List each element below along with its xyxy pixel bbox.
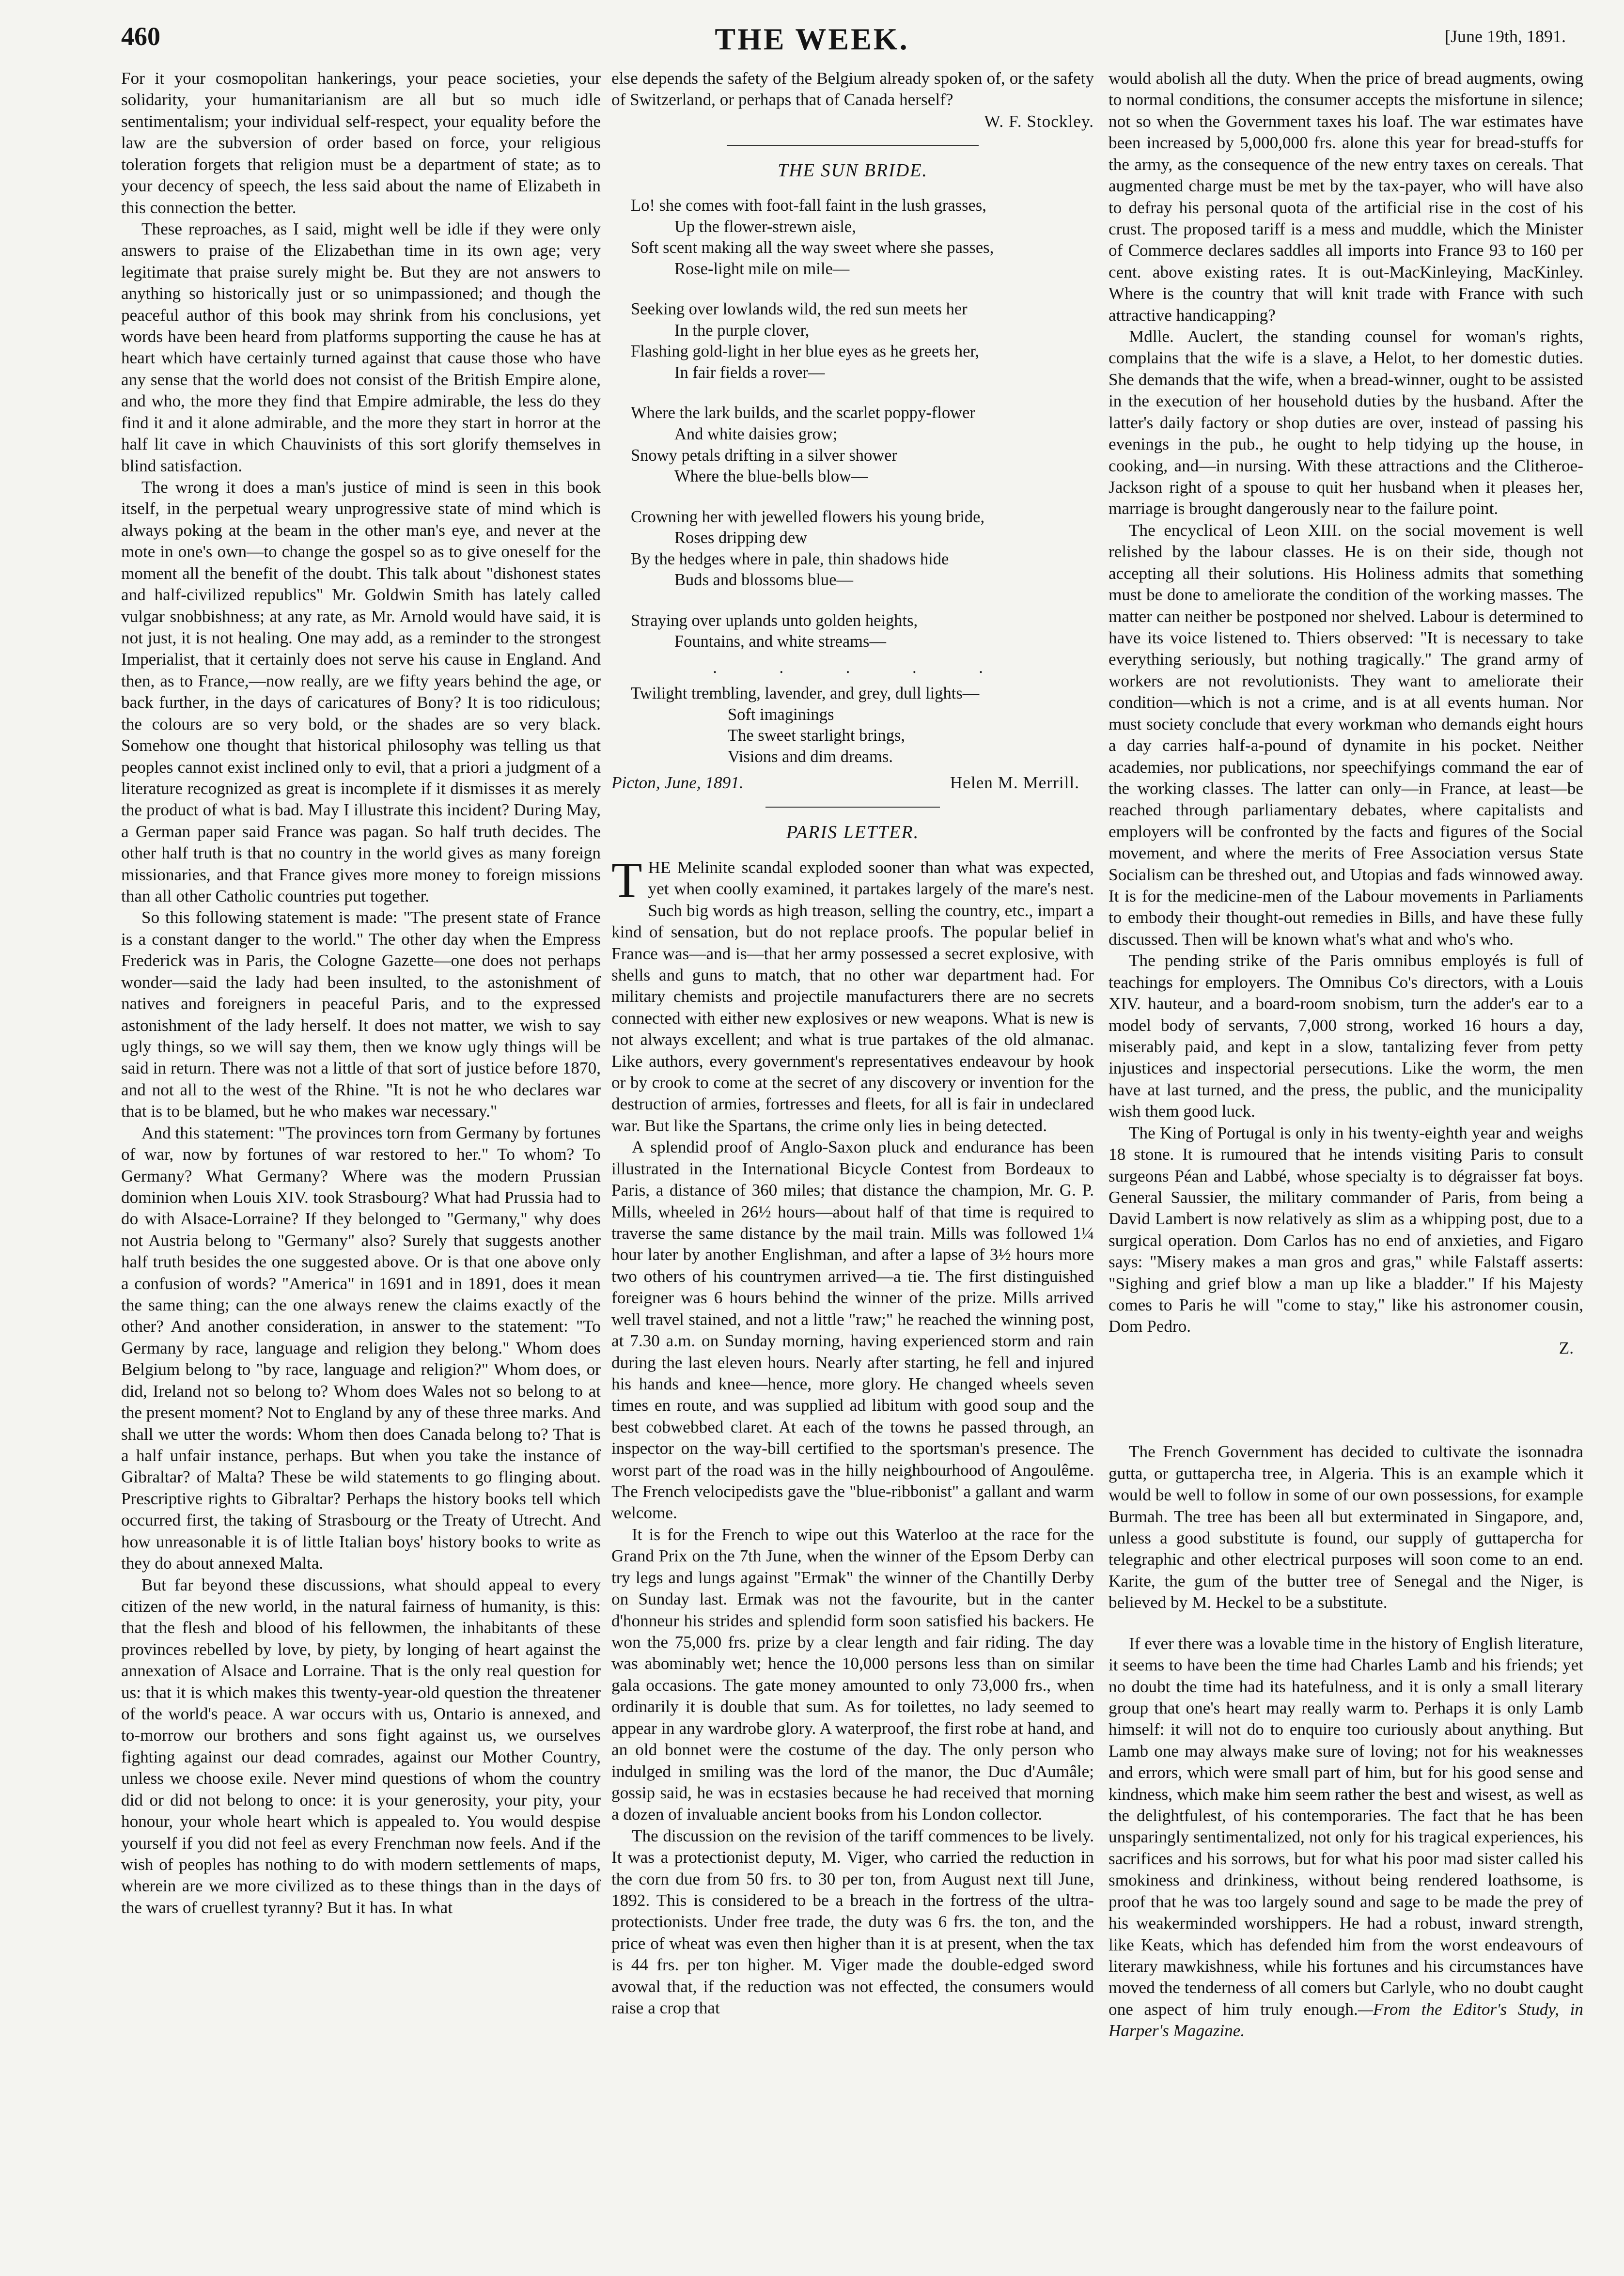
poem-author: Helen M. Merrill. [950,773,1079,793]
poem-stanza [631,507,1094,591]
column-gap [1109,1614,1583,1633]
poem-line: Buds and blossoms blue— [674,571,853,590]
paragraph: The pending strike of the Paris omnibus employés is full of teachings for employers. The Omnibus Co's directors, with a Louis XIV. hauteur, and a board-room snobism, turn the adder's ear to a model body of servants, 7,000 strong, worked 16 hours a day, miserably paid, and kept in a slow, tantalizing fever from petty injustices and inspectorial persecutions. Like the worm, the men have at last turned, and the press, the public, and the municipality wish them good luck. [1109,951,1583,1121]
poem-line: Snowy petals drifting in a silver shower [631,446,897,465]
poem-line: Seeking over lowlands wild, the red sun meets her [631,300,968,319]
paragraph: A splendid proof of Anglo-Saxon pluck and endurance has been illustrated in the International Bicycle Contest from Bordeaux to Paris, a distance of 360 miles; that distance the champion, Mr. G. P. Mills, wheeled in 26½ hours—about half of that time is required to traverse the same distance by the mail train. Mills was followed 1¼ hour later by another Englishman, and after a lapse of 3½ hours more two others of his countrymen arrived—a tie. The first distinguished foreigner was 6 hours behind the winner of the prize. Mills arrived well travel stained, and not a little "raw;" he reached the winning post, at 7.30 a.m. on Sunday morning, having experienced storm and rain during the last eleven hours. Nearly after starting, he fell and injured his hands and knee—hence, more glory. He changed wheels seven times en route, and was supplied ad libitum with good soup and the best cobwebbed claret. At each of the towns he passed through, an inspector on the way-bill certified to the sportsman's presence. The worst part of the road was in the hilly neighbourhood of Angoulême. The French velocipedists gave the "blue-ribbonist" a gallant and warm welcome. [611,1138,1094,1523]
paragraph: The French Government has decided to cultivate the isonnadra gutta, or guttapercha tree, in Algeria. This is an example which it would be well to follow in some of our own possessions, for example Burmah. The tree has been all but exterminated in Singapore, and, unless a good substitute is found, our supply of guttapercha for telegraphic and other electrical purposes will soon come to an end. Karite, the gum of the butter tree of Senegal and the Niger, is believed by M. Heckel to be a substitute. [1109,1442,1583,1612]
article-title: PARIS LETTER. [786,822,920,842]
poem-stanza [631,299,1094,383]
paragraph: The King of Portugal is only in his twenty-eighth year and weighs 18 stone. It is rumoured that he intends visiting Paris to consult surgeons Péan and Labbé, whose specialty is to dégraisser fat boys. General Saussier, the military commander of Paris, from being a David Lambert is now relatively as slim as a whipping post, due to a surgical operation. Dom Carlos has no end of anxieties, and Figaro says: "Misery makes a man gros and gras," while Falstaff asserts: "Sighing and grief blow a man up like a bladder." If his Majesty comes to Paris he will "come to stay," like his astronomer cousin, Dom Pedro. [1109,1123,1583,1336]
paragraph-text: If ever there was a lovable time in the history of English literature, it seems to have been the time had Charles Lamb and his friends; yet no doubt the time had its hatefulness, and it is only a small literary group that one's heart may really warm to. Perhaps it is only Lamb himself: it will not do to enquire too curiously about anything. But Lamb one may always make sure of loving; not for his weaknesses and errors, which were small part of him, but for his good sense and kindness, which make him seem rather the best and wisest, as well as the delightfulest, of his contemporaries. The fact that he has been unsparingly sentimentalized, not only for his tragical experiences, his sacrifices and his sorrows, but for what his poor mad sister called his smokiness and drinkiness, without being rendered loathsome, is proof that he was too largely sound and sage to be made the prey of his weakerminded worshippers. He had a robust, inward strength, like Keats, which has defended him from the worst endeavours of literary mawkishness, while his fortunes and his circumstances have moved the tenderness of all comers but Carlyle, who no doubt caught one aspect of him truly enough. [1109,1634,1583,2019]
column-3 [1109,68,1583,2042]
page-header [58,21,1566,60]
poem-line: Straying over uplands unto golden heights, [631,611,918,630]
poem-line: Where the blue-bells blow— [674,467,868,486]
poem-stanza [631,195,1094,280]
paragraph: would abolish all the duty. When the price of bread augments, owing to normal conditions, the consumer accepts the misfortune in silence; not so when the Government taxes his loaf. The war estimates have been increased by 5,000,000 frs. alone this year for bread-stuffs for the army, as the consequence of the new entry taxes on cereals. That augmented charge must be met by the tax-payer, who will have also to defray his personal quota of the artificial rise in the cost of his crust. The proposed tariff is a mess and muddle, which the Minister of Commerce declares saddles all imports into France 93 to 160 per cent. above existing rates. It is out-MacKinleying, MacKinley. Where is the country that will knit trade with France with such attractive handicapping? [1109,69,1583,325]
paragraph: So this following statement is made: "The present state of France is a constant danger to the world." The other day when the Empress Frederick was in Paris, the Cologne Gazette—one does not perhaps wonder—said the lady had been insulted, to the astonishment of natives and foreigners in peaceful Paris, and to the expressed astonishment of the lady herself. It does not matter, we wish to say ugly things, so we will say them, then we know ugly things will be said in return. There was not a little of that sort of justice before 1870, and not all to the west of the Rhine. "It is not he who declares war that is to be blamed, but he who makes war necessary." [121,908,601,1121]
poem-line: Soft imaginings [728,705,834,724]
drop-cap: T [611,852,642,908]
ellipsis-divider: . . . . . [713,658,1012,677]
section-divider [765,807,940,808]
poem-place-date: Picton, June, 1891. [611,773,744,793]
poem-line: In the purple clover, [674,321,810,340]
author-signature: Z. [1559,1338,1574,1357]
poem-stanza [631,610,1094,653]
paragraph: else depends the safety of the Belgium already spoken of, or the safety of Switzerland, or perhaps that of Canada herself? [611,69,1094,109]
section-divider [727,145,979,146]
poem-line: Visions and dim dreams. [728,747,893,766]
poem-title: THE SUN BRIDE. [778,160,928,181]
paragraph: But far beyond these discussions, what should appeal to every citizen of the new world, in the natural fairness of humanity, is this: that the flesh and blood of his fellowmen, the inhabitants of these provinces rebelled by love, by piety, by longing of heart against the annexation of Alsace and Lorraine. That is the only real question for us: that it is which makes this twenty-year-old question the threatener of the world's peace. A war occurs with us, Ontario is annexed, and to-morrow our brothers and sons fight against us, we ourselves fighting against our dead comrades, against our Mother Country, unless we choose exile. Never mind questions of whom the country did or did not belong to once: it is your generosity, your pity, your honour, your whole heart which is appealed to. You would despise yourself if you did not feel as every Frenchman now feels. And if the wish of peoples has nothing to do with modern settlements of maps, wherein are we more civilized as to these things than in the days of the wars of cruellest tyranny? But it has. In what [121,1575,601,1917]
paragraph: The discussion on the revision of the tariff commences to be lively. It was a protectionist deputy, M. Viger, who carried the reduction in the corn due from 50 frs. to 30 per ton, from August next till June, 1892. This is considered to be a breach in the fortress of the ultra-protectionists. Under free trade, the duty was 6 frs. the ton, and the price of wheat was even then higher than it is at present, when the tax is 44 frs. per ton higher. M. Viger made the double-edged sword avowal that, if the reduction was not effected, the consumers would raise a crop that [611,1826,1094,2018]
poem-line: Fountains, and white streams— [674,632,886,651]
poem-stanza [631,683,1094,767]
column-gap [1109,1359,1583,1441]
paragraph: For it your cosmopolitan hankerings, your peace societies, your solidarity, your humanitarianism are all but so much idle sentimentalism; your individual self-respect, your equality before the law are the subversion of order based on force, your religious toleration forgets that religion must be a department of state; as to your decency of speech, the less said about the name of Elizabeth in this connection the better. [121,69,601,217]
paragraph [1109,1633,1583,2042]
poem-line: Rose-light mile on mile— [674,259,850,278]
issue-date: [June 19th, 1891. [1445,27,1566,46]
poem-line: The sweet starlight brings, [728,726,906,745]
paragraph: Mdlle. Auclert, the standing counsel for woman's rights, complains that the wife is a slave, a Helot, to her domestic duties. She demands that the wife, when a bread-winner, ought to be assisted in the execution of her household duties by the husband. After the latter's daily factory or shop duties are over, instead of passing his evenings in the pub., he ought to help tidying up the house, in cooking, and—in nursing. With these attractions and the Clitheroe-Jackson right of a spouse to quit her husband when it pleases her, marriage is brought dangerously near to the failure point. [1109,327,1583,518]
author-signature: W. F. Stockley. [984,111,1094,131]
poem-body [611,195,1094,767]
poem-line: Soft scent making all the way sweet where she passes, [631,238,994,257]
paragraph: The encyclical of Leon XIII. on the social movement is well relished by the labour classes. He is on their side, though not accepting all their solutions. His Holiness admits that something must be done to ameliorate the condition of the working masses. The matter can neither be postponed nor shelved. Labour is determined to have its voice listened to. Thiers observed: "It is necessary to take everything seriously, but nothing tragically." The grand army of workers are not revolutionists. They want to ameliorate their condition—which is not a crime, and is at all events human. Nor must society conclude that every workman who demands eight hours a day carries half-a-pound of dynamite in his pocket. Neither academies, nor publications, nor speechifyings command the ear of the working classes. The latter can only—in France, at least—be reached through parliamentary debates, where capitalists and employers will be confronted by the facts and figures of the Social movement, and where the merits of Free Association versus State Socialism can be threshed out, and Utopias and fads winnowed away. It is for the medicine-men of the Labour movements in Parliaments to embody their thought-out remedies in Bills, and have these fully discussed. Then will be known what's what and who's who. [1109,520,1583,949]
poem-attribution [611,772,1094,794]
poem-line: Up the flower-strewn aisle, [674,217,856,236]
poem-line: Flashing gold-light in her blue eyes as he greets her, [631,342,980,361]
column-2 [611,68,1094,2019]
column-1 [121,68,601,1918]
masthead-title: THE WEEK. [715,22,909,56]
paragraph-text: HE Melinite scandal exploded sooner than what was expected, yet when coolly examined, it partakes largely of the mare's nest. Such big words as high treason, selling the country, etc., impart a kind of sensation, but do not replace proofs. The popular belief in France was—and is—that her army possessed a secret explosive, with shells and guns to match, that no other war department had. For military chemists and projectile manufacturers there are no secrets connected with either new explosives or new weapons. What is new is not always excellent; and what is true partakes of the old almanac. Like authors, every government's representatives endeavour by hook or by crook to come at the secret of any discovery or invention for the destruction of armies, fortresses and fleets, for all is fair in undeclared war. But like the Spartans, the crime only lies in being detected. [611,857,1094,1135]
poem-line: And white daisies grow; [674,425,838,443]
poem-line: Twilight trembling, lavender, and grey, dull lights— [631,684,980,703]
poem-line: Roses dripping dew [674,529,808,547]
poem-stanza [631,403,1094,487]
paragraph: It is for the French to wipe out this Waterloo at the race for the Grand Prix on the 7th June, when the winner of the Epsom Derby can try legs and lungs against "Ermak" the winner of the Chantilly Derby on Sunday last. Ermak was not the favourite, but in the canter d'honneur his strides and splendid form soon satisfied his backers. He won the 75,000 frs. prize by a clear length and fair riding. The day was abominably wet; hence the 10,000 persons less than on similar gala occasions. The gate money amounted to only 73,000 frs., when ordinarily it is double that sum. As for toilettes, no lady seemed to appear in any wardrobe glory. A waterproof, the first robe at hand, and an old bonnet were the costume of the day. The only person who indulged in smiling was the lord of the manor, the Duc d'Aumâle; gossip said, he was in ecstasies because he had received that morning a dozen of invaluable ancient books from his London collector. [611,1525,1094,1824]
source-citation: —From the Editor's Study, in Harper's Magazine. [1109,1999,1583,2041]
poem-line: Lo! she comes with foot-fall faint in the lush grasses, [631,196,986,215]
paragraph: And this statement: "The provinces torn from Germany by fortunes of war, now by fortunes of war restored to her." To whom? To Germany? What Germany? Where was the modern Prussian dominion when Louis XIV. took Strasbourg? What had Prussia had to do with Alsace-Lorraine? If they belonged to "Germany," why does not Austria belong to "Germany" also? Surely that suggests another half truth besides the one suggested above. Or is that one above only a confusion of words? "America" in 1691 and in 1891, does it mean the same thing; can the one always renew the claims exactly of the other? And another consideration, in answer to the statement: "To Germany by race, language and religion they belong." Whom does Belgium belong to "by race, language and religion?" Whom does, or did, Ireland not so belong to? Whom does Wales not so belong to at the present moment? Not to England by any of these three marks. And shall we utter the words: Whom then does Canada belong to? That is a half unfair instance, perhaps. But when you take the instance of Gibraltar? of Malta? These be wild statements to go flinging about. Prescriptive rights to Gibraltar? Perhaps the history books tell which occurred first, the taking of Strasbourg or the Treaty of Utrecht. And how unreasonable it is of little Italian boys' history books to write as they do about annexed Malta. [121,1123,601,1573]
paragraph: These reproaches, as I said, might well be idle if they were only answers to praise of the Elizabethan time in its own age; very legitimate that praise surely might be. But they are not answers to anything so historically just or so unimpassioned; and though the peaceful author of this book may shrink from his conclusions, yet words have been heard from platforms supporting the cause he has at heart which have certainly turned against that cause those who have any sense that the world does not consist of the British Empire alone, and who, the more they find that Empire admirable, the less do they find it and it alone admirable, and the more they start in horror at the half lit cave in which Chauvinists of this sort glorify themselves in blind satisfaction. [121,219,601,475]
page-number: 460 [121,22,160,51]
poem-line: Crowning her with jewelled flowers his young bride, [631,507,985,526]
paragraph [611,852,1094,1137]
poem-line: In fair fields a rover— [674,363,825,382]
poem-line: By the hedges where in pale, thin shadows hide [631,549,949,568]
poem-line: Where the lark builds, and the scarlet poppy-flower [631,404,975,422]
paragraph: The wrong it does a man's justice of mind is seen in this book itself, in the perpetual weary unprogressive state of mind which is always poking at the beam in the other man's eye, and never at the mote in one's own—to change the gospel so as to give oneself for the moment all the benefit of the doubt. This talk about "dishonest states and half-civilized republics" Mr. Goldwin Smith has lately called vulgar snobbishness; at any rate, as Mr. Arnold would have said, it is not just, it is not healing. One may add, as a reminder to the strongest Imperialist, that it certainly does not serve his cause in England. And then, as to France,—now really, are we fifty years behind the age, or back further, in the days of caricatures of Bony? It is too ridiculous; the colours are so very bold, or the shades are so very black. Somehow one thought that historical philosophy was telling us that peoples cannot exist inclined only to evil, that a priori a judgment of a literature recognized as great is incomplete if it dismisses it as merely the product of what is bad. May I illustrate this incident? During May, a German paper said France was pagan. So half truth decides. The other half truth is that no country in the world gives as many foreign missionaries, and that France gives more money to foreign missions than all other Catholic countries put together. [121,478,601,906]
